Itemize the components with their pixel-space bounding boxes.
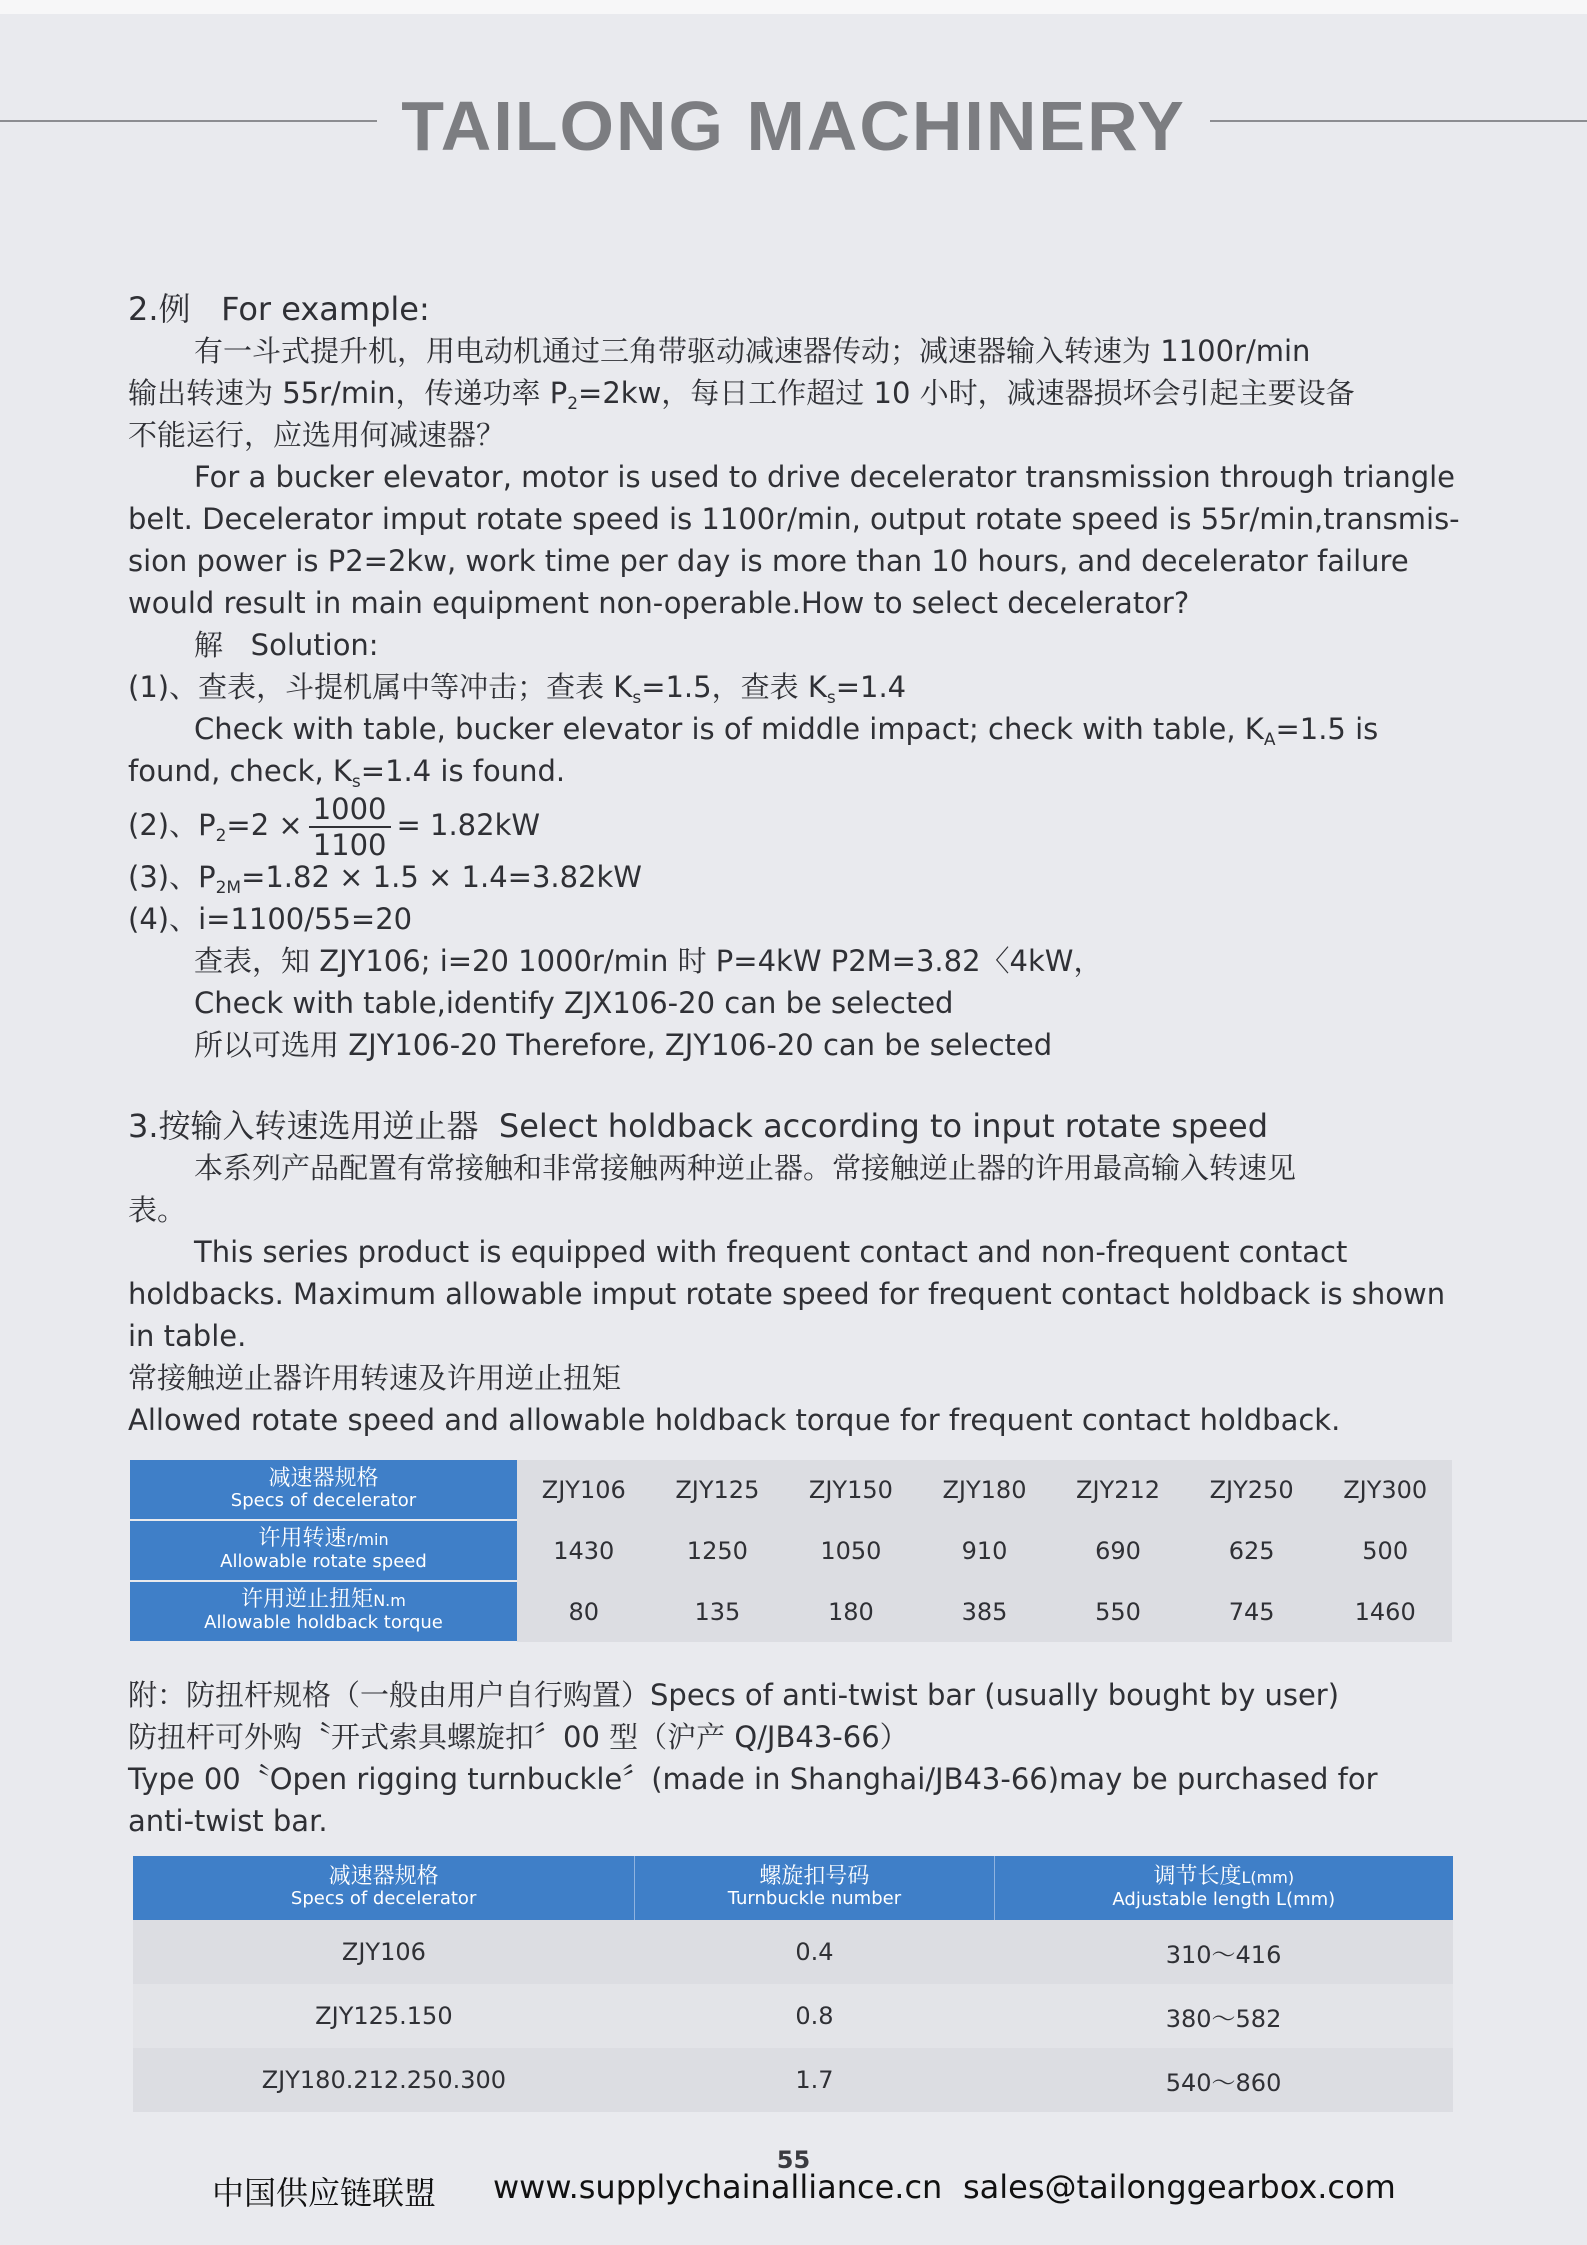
anti-twist-table bbox=[133, 1856, 1453, 2112]
solution-step-1 bbox=[128, 666, 1448, 708]
text-fragment: 调节长度 bbox=[1153, 1863, 1242, 1889]
table-cell: 1460 bbox=[1318, 1581, 1452, 1642]
table-caption-en: Allowed rotate speed and allowable holdback torque for frequent contact holdback. bbox=[128, 1403, 1341, 1437]
row-header-en: Allowable holdback torque bbox=[204, 1612, 443, 1633]
column-header-en: Adjustable length L(mm) bbox=[1112, 1888, 1336, 1910]
table-cell: 625 bbox=[1185, 1520, 1319, 1581]
text-fragment: =1.82 × 1.5 × 1.4=3.82kW bbox=[241, 860, 642, 894]
holdback-title-en: Select holdback according to input rotate speed bbox=[498, 1107, 1269, 1145]
brand-title: TAILONG MACHINERY bbox=[377, 87, 1210, 165]
example-title-zh: 2.例 bbox=[128, 290, 191, 328]
table-cell: 500 bbox=[1318, 1520, 1452, 1581]
holdback-zh-line: 本系列产品配置有常接触和非常接触两种逆止器。常接触逆止器的许用最高输入转速见 bbox=[194, 1151, 1297, 1185]
text-fragment: 输出转速为 55r/min，传递功率 P bbox=[128, 376, 568, 410]
fraction-denominator: 1100 bbox=[312, 828, 387, 862]
subscript: s bbox=[632, 688, 642, 708]
fraction-numerator: 1000 bbox=[309, 792, 391, 828]
table-cell: 745 bbox=[1185, 1581, 1319, 1642]
brand-header bbox=[0, 86, 1587, 166]
text-fragment: =2 × bbox=[226, 808, 303, 842]
example-zh-line: 有一斗式提升机，用电动机通过三角带驱动减速器传动；减速器输入转速为 1100r/min bbox=[194, 334, 1311, 368]
anti-twist-line: 防扭杆可外购〝开式索具螺旋扣〞00 型（沪产 Q/JB43-66） bbox=[128, 1720, 909, 1754]
example-en-line: For a bucker elevator, motor is used to drive decelerator transmission through triangle bbox=[194, 460, 1456, 494]
holdback-spec-table bbox=[130, 1460, 1452, 1643]
subscript: s bbox=[351, 772, 361, 792]
unit-label: N.m bbox=[373, 1591, 406, 1610]
table-cell: 1.7 bbox=[635, 2048, 994, 2112]
table-cell: 1430 bbox=[517, 1520, 651, 1581]
table-cell: 310～416 bbox=[994, 1920, 1453, 1984]
table-cell: 385 bbox=[918, 1581, 1052, 1642]
row-header bbox=[130, 1520, 517, 1581]
subscript: 2 bbox=[215, 826, 227, 846]
page-top-margin bbox=[0, 0, 1587, 14]
table-header-row bbox=[133, 1856, 1453, 1920]
footer-email-link[interactable]: sales@tailonggearbox.com bbox=[963, 2168, 1396, 2206]
text-fragment: = 1.82kW bbox=[396, 808, 541, 842]
text-fragment: 许用转速 bbox=[258, 1526, 347, 1551]
table-cell: ZJY180.212.250.300 bbox=[133, 2048, 635, 2112]
table-row bbox=[133, 1920, 1453, 1984]
column-header-zh bbox=[996, 1863, 1452, 1889]
row-header-zh bbox=[131, 1528, 516, 1551]
table-row bbox=[133, 1984, 1453, 2048]
fraction bbox=[309, 792, 391, 862]
table-cell: ZJY212 bbox=[1051, 1460, 1185, 1520]
column-header bbox=[133, 1856, 635, 1920]
example-en-line: belt. Decelerator imput rotate speed is 1100r/min, output rotate speed is 55r/min,transmis- bbox=[128, 502, 1460, 536]
table-cell: ZJY150 bbox=[784, 1460, 918, 1520]
unit-label: L(mm) bbox=[1241, 1867, 1295, 1887]
subscript: 2 bbox=[567, 394, 579, 414]
text-fragment: =1.4 bbox=[835, 670, 907, 704]
table-cell: 540～860 bbox=[994, 2048, 1453, 2112]
column-header-zh: 螺旋扣号码 bbox=[759, 1864, 870, 1889]
row-header-en: Specs of decelerator bbox=[230, 1489, 417, 1511]
solution-zh: 解 bbox=[194, 628, 224, 662]
anti-twist-line: Type 00〝Open rigging turnbuckle〞(made in Shanghai/JB43-66)may be purchased for bbox=[128, 1762, 1378, 1796]
subscript: A bbox=[1263, 730, 1276, 750]
text-fragment: =2kw，每日工作超过 10 小时，减速器损坏会引起主要设备 bbox=[578, 376, 1355, 410]
column-header-zh: 减速器规格 bbox=[328, 1864, 439, 1889]
solution-step-1-en bbox=[128, 750, 1448, 792]
table-cell: ZJY125.150 bbox=[133, 1984, 635, 2048]
table-row bbox=[133, 2048, 1453, 2112]
holdback-section bbox=[128, 1105, 1448, 1441]
holdback-zh-line: 表。 bbox=[128, 1193, 187, 1227]
text-fragment: =1.5，查表 K bbox=[641, 670, 827, 704]
footer-org: 中国供应链联盟 bbox=[212, 2174, 437, 2212]
holdback-title bbox=[128, 1105, 1448, 1147]
holdback-title-zh: 3.按输入转速选用逆止器 bbox=[128, 1107, 479, 1145]
table-cell: 1050 bbox=[784, 1520, 918, 1581]
table-cell: 690 bbox=[1051, 1520, 1185, 1581]
table-cell: ZJY250 bbox=[1185, 1460, 1319, 1520]
solution-step-2 bbox=[128, 792, 1448, 862]
table-cell: 910 bbox=[918, 1520, 1052, 1581]
table-cell: 0.8 bbox=[635, 1984, 994, 2048]
table-row bbox=[130, 1460, 1452, 1520]
example-section bbox=[128, 288, 1460, 1066]
table-cell: ZJY180 bbox=[918, 1460, 1052, 1520]
solution-step-4-detail: Check with table,identify ZJX106-20 can be selected bbox=[194, 986, 954, 1020]
example-title bbox=[128, 288, 1448, 330]
column-header-en: Turnbuckle number bbox=[727, 1888, 902, 1909]
table-cell: 180 bbox=[784, 1581, 918, 1642]
example-en-line: sion power is P2=2kw, work time per day is more than 10 hours, and decelerator failure bbox=[128, 544, 1409, 578]
table-row bbox=[130, 1520, 1452, 1581]
column-header bbox=[635, 1856, 994, 1920]
table-cell: ZJY106 bbox=[133, 1920, 635, 1984]
table-cell: 80 bbox=[517, 1581, 651, 1642]
example-zh-line bbox=[128, 372, 1448, 414]
row-header bbox=[130, 1460, 517, 1520]
table-cell: 380～582 bbox=[994, 1984, 1453, 2048]
row-header-zh bbox=[131, 1465, 516, 1491]
solution-step-1-en bbox=[128, 708, 1448, 750]
solution-heading bbox=[128, 624, 1448, 666]
unit-label: r/min bbox=[346, 1530, 389, 1549]
text-fragment: =1.5 is bbox=[1275, 712, 1379, 746]
solution-step-4-detail: 所以可选用 ZJY106-20 Therefore, ZJY106-20 can be selected bbox=[194, 1028, 1053, 1062]
text-fragment: found, check, K bbox=[128, 754, 352, 788]
text-fragment: Check with table, bucker elevator is of middle impact; check with table, K bbox=[194, 712, 1264, 746]
solution-step-4-detail: 查表，知 ZJY106; i=20 1000r/min 时 P=4kW P2M=3.82〈4kW， bbox=[194, 944, 1103, 978]
table-cell: 135 bbox=[651, 1581, 785, 1642]
example-en-line: would result in main equipment non-operable.How to select decelerator? bbox=[128, 586, 1190, 620]
anti-twist-line: 附：防扭杆规格（一般由用户自行购置）Specs of anti-twist bar (usually bought by user) bbox=[128, 1678, 1340, 1712]
column-header-en: Specs of decelerator bbox=[290, 1888, 477, 1909]
text-fragment: 减速器规格 bbox=[268, 1465, 379, 1491]
footer-website-link[interactable]: www.supplychainalliance.cn bbox=[493, 2168, 943, 2206]
row-header bbox=[130, 1581, 517, 1642]
table-cell: ZJY300 bbox=[1318, 1460, 1452, 1520]
row-header-en: Allowable rotate speed bbox=[220, 1551, 427, 1572]
holdback-en-line: in table. bbox=[128, 1319, 247, 1353]
text-fragment: 许用逆止扭矩 bbox=[241, 1587, 374, 1612]
example-title-en: For example: bbox=[221, 290, 430, 328]
subscript: 2M bbox=[215, 878, 242, 898]
anti-twist-line: anti-twist bar. bbox=[128, 1804, 328, 1838]
table-row bbox=[130, 1581, 1452, 1642]
table-caption-zh: 常接触逆止器许用转速及许用逆止扭矩 bbox=[128, 1361, 622, 1395]
holdback-en-line: This series product is equipped with frequent contact and non-frequent contact bbox=[194, 1235, 1348, 1269]
solution-step-3 bbox=[128, 856, 1448, 898]
table-cell: ZJY125 bbox=[651, 1460, 785, 1520]
text-fragment: (2)、P bbox=[128, 808, 216, 842]
table-cell: 0.4 bbox=[635, 1920, 994, 1984]
row-header-zh bbox=[131, 1589, 516, 1612]
column-header bbox=[994, 1856, 1453, 1920]
text-fragment: =1.4 is found. bbox=[360, 754, 566, 788]
example-zh-line: 不能运行，应选用何减速器？ bbox=[128, 418, 506, 452]
text-fragment: (1)、查表，斗提机属中等冲击；查表 K bbox=[128, 670, 633, 704]
anti-twist-section bbox=[128, 1674, 1448, 1842]
solution-step-4: (4)、i=1100/55=20 bbox=[128, 902, 413, 936]
table-cell: 550 bbox=[1051, 1581, 1185, 1642]
page-number: 55 bbox=[776, 2146, 811, 2174]
subscript: s bbox=[826, 688, 836, 708]
table-cell: ZJY106 bbox=[517, 1460, 651, 1520]
text-fragment: (3)、P bbox=[128, 860, 216, 894]
solution-en: Solution: bbox=[250, 628, 379, 662]
holdback-en-line: holdbacks. Maximum allowable imput rotate speed for frequent contact holdback is shown bbox=[128, 1277, 1446, 1311]
table-cell: 1250 bbox=[651, 1520, 785, 1581]
